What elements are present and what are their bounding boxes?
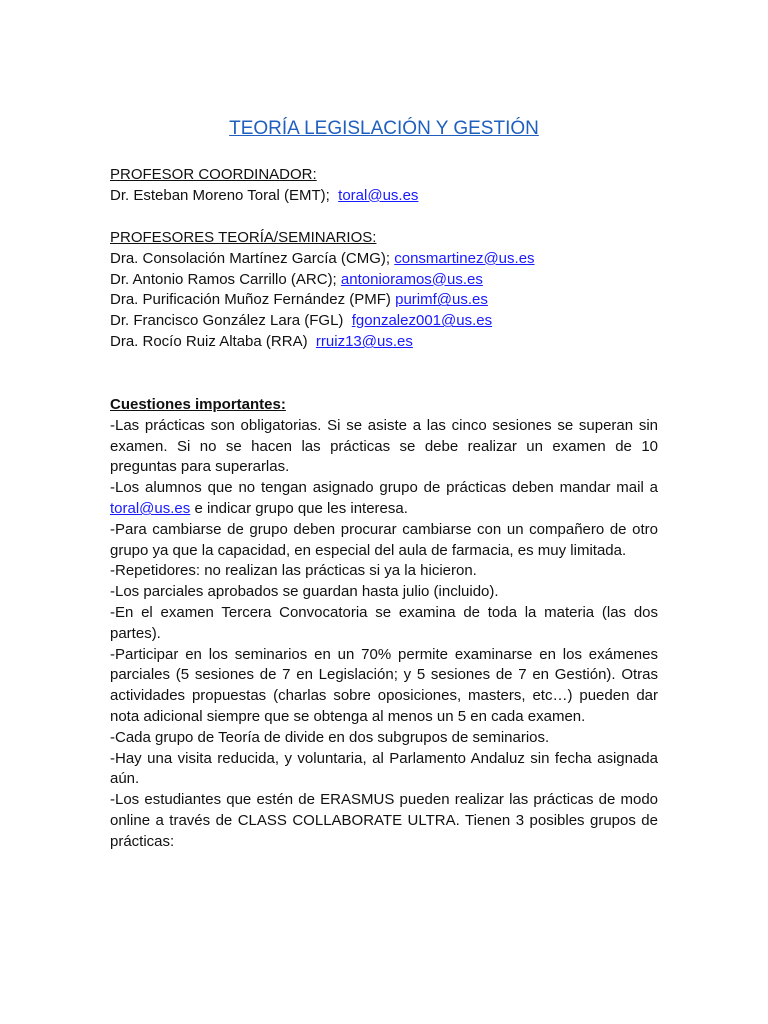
teacher-name: Dra. Consolación Martínez García (CMG); <box>110 249 391 267</box>
question-item: -Repetidores: no realizan las prácticas si ya la hicieron. <box>110 562 477 580</box>
teachers-heading: PROFESORES TEORÍA/SEMINARIOS: <box>110 229 377 246</box>
teachers-section <box>110 228 658 353</box>
teacher-email-link[interactable]: purimf@us.es <box>395 291 488 309</box>
question-item: -En el examen Tercera Convocatoria se examina de toda la materia (las dos partes). <box>110 603 658 642</box>
coordinator-section <box>110 165 658 207</box>
teacher-email-link[interactable]: fgonzalez001@us.es <box>351 312 493 330</box>
important-questions-section <box>110 395 658 853</box>
teacher-name: Dra. Purificación Muñoz Fernández (PMF) <box>110 291 391 309</box>
question-item: -Hay una visita reducida, y voluntaria, al Parlamento Andaluz sin fecha asignada aún. <box>110 749 658 788</box>
question-text: e indicar grupo que les interesa. <box>194 499 408 517</box>
document-title: TEORÍA LEGISLACIÓN Y GESTIÓN <box>229 118 539 139</box>
teacher-name: Dr. Francisco González Lara (FGL) <box>110 312 344 330</box>
coordinator-line <box>110 186 658 207</box>
question-item <box>110 478 658 520</box>
question-text: -Los alumnos que no tengan asignado grupo de prácticas deben mandar mail a <box>110 479 658 497</box>
coordinator-email-link[interactable]: toral@us.es <box>338 186 419 204</box>
teacher-email-link[interactable]: rruiz13@us.es <box>315 332 413 350</box>
teacher-name: Dr. Antonio Ramos Carrillo (ARC); <box>110 270 337 288</box>
teacher-row <box>110 249 658 270</box>
teacher-row <box>110 332 658 353</box>
question-item: -Los estudiantes que estén de ERASMUS pueden realizar las prácticas de modo online a través de CLASS COLLABORATE ULTRA. Tienen 3 posibles grupos de prácticas: <box>110 791 658 850</box>
question-item: -Para cambiarse de grupo deben procurar cambiarse con un compañero de otro grupo ya que la capacidad, en especial del aula de farmacia, es muy limitada. <box>110 520 658 559</box>
teacher-row <box>110 270 658 291</box>
question-item: -Los parciales aprobados se guardan hasta julio (incluido). <box>110 583 499 601</box>
teacher-email-link[interactable]: antonioramos@us.es <box>340 270 483 288</box>
question-item: -Cada grupo de Teoría de divide en dos subgrupos de seminarios. <box>110 728 550 746</box>
teacher-row <box>110 290 658 311</box>
teacher-row <box>110 311 658 332</box>
question-email-link[interactable]: toral@us.es <box>110 499 191 517</box>
teacher-email-link[interactable]: consmartinez@us.es <box>394 249 535 267</box>
coordinator-heading: PROFESOR COORDINADOR: <box>110 166 317 183</box>
question-item: -Las prácticas son obligatorias. Si se asiste a las cinco sesiones se superan sin examen. Si no se hacen las prácticas se debe realizar un examen de 10 preguntas para superarlas. <box>110 416 658 476</box>
question-item: -Participar en los seminarios en un 70% permite examinarse en los exámenes parciales (5 sesiones de 7 en Legislación; y 5 sesiones de 7 en Gestión). Otras actividades propuestas (charlas sobre oposiciones, masters, etc…) pueden dar nota adicional siempre que se obtenga al menos un 5 en cada examen. <box>110 645 658 725</box>
teacher-name: Dra. Rocío Ruiz Altaba (RRA) <box>110 332 308 350</box>
coordinator-name: Dr. Esteban Moreno Toral (EMT); <box>110 186 330 204</box>
questions-heading: Cuestiones importantes: <box>110 396 286 413</box>
